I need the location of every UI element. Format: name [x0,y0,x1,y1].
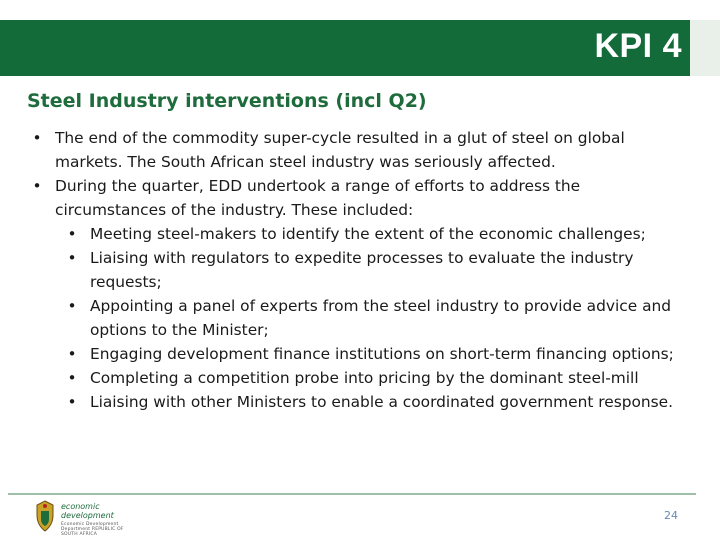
sub-bullet-item [27,342,687,366]
sub-bullet-item [27,390,687,414]
logo-subtext: Economic Development Department REPUBLIC OF SOUTH AFRICA [61,522,124,537]
bullet-dot: • [32,177,42,195]
sub-bullet-item [27,246,687,294]
sub-bullet-text: Appointing a panel of experts from the steel industry to provide advice and options to the Minister; [90,297,672,339]
sub-bullet-text: Liaising with other Ministers to enable a coordinated government response. [90,393,674,411]
bullet-text: During the quarter, EDD undertook a range of efforts to address the circumstances of the industry. These included: [55,177,581,219]
bullet-dot: • [67,297,77,315]
bullet-text: The end of the commodity super-cycle resulted in a glut of steel on global markets. The South African steel industry was seriously affected. [55,129,625,171]
sub-bullet-text: Completing a competition probe into pricing by the dominant steel-mill [90,369,639,387]
slide-body [27,126,687,414]
bullet-item [27,126,687,174]
kpi-label: KPI 4 [594,27,682,65]
coat-of-arms-icon [33,499,57,533]
edd-logo [33,499,133,537]
sub-bullet-item [27,294,687,342]
bullet-dot: • [67,369,77,387]
sub-bullet-text: Liaising with regulators to expedite processes to evaluate the industry requests; [90,249,634,291]
logo-text: economic development [61,502,114,520]
page-number: 24 [664,509,678,522]
header-banner [0,20,690,76]
bullet-dot: • [67,393,77,411]
footer-divider [8,493,696,495]
sub-bullet-text: Engaging development finance institutions on short-term financing options; [90,345,674,363]
sub-bullet-item [27,222,687,246]
bullet-dot: • [67,249,77,267]
bullet-dot: • [32,129,42,147]
slide-title: Steel Industry interventions (incl Q2) [27,90,427,112]
bullet-dot: • [67,345,77,363]
bullet-dot: • [67,225,77,243]
header-banner-edge [690,20,720,76]
sub-bullet-text: Meeting steel-makers to identify the extent of the economic challenges; [90,225,646,243]
sub-bullet-item [27,366,687,390]
bullet-item [27,174,687,222]
